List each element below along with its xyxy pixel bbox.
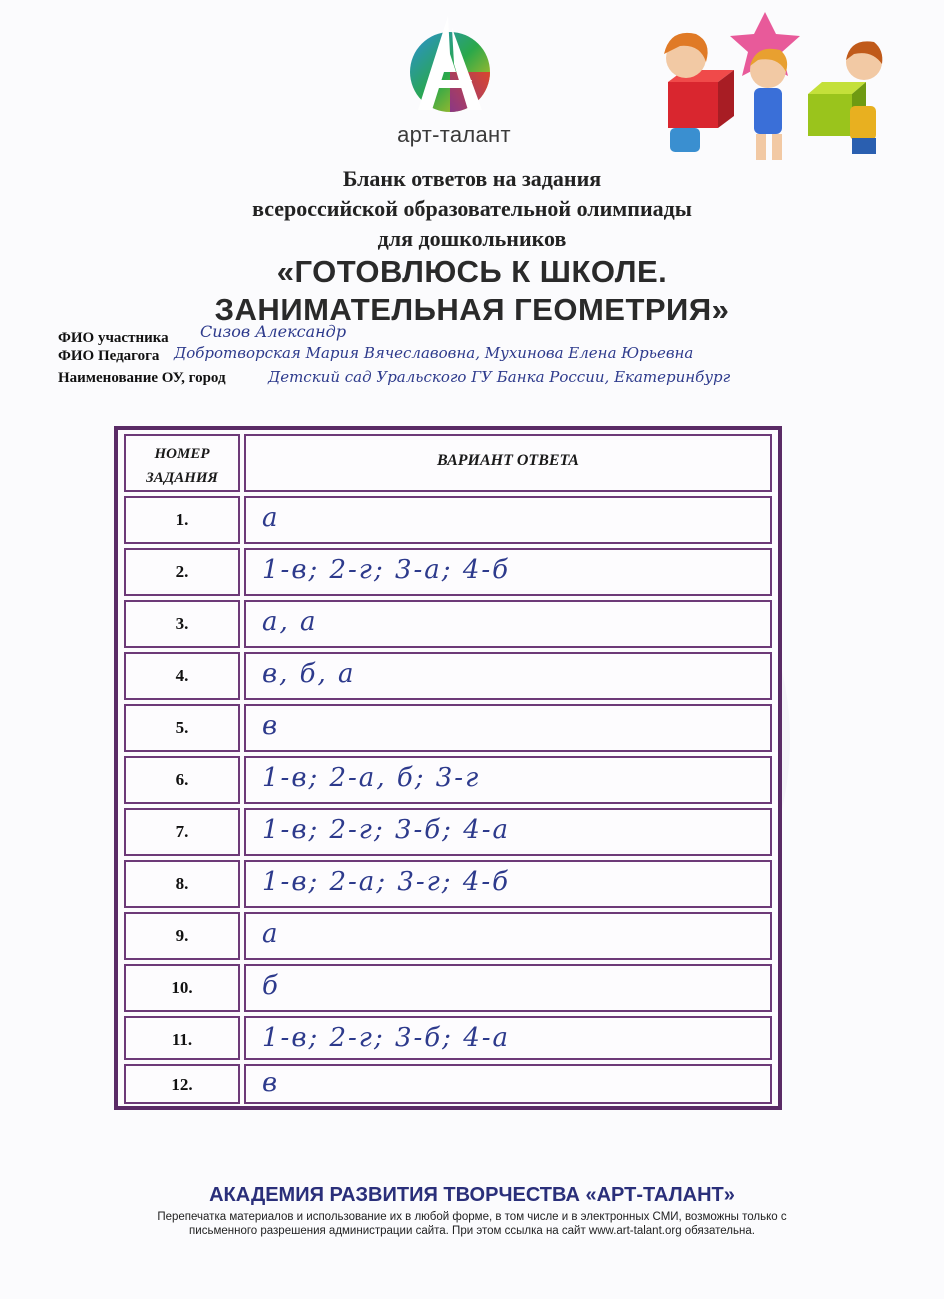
table-row xyxy=(124,808,772,856)
table-row xyxy=(124,548,772,596)
handwritten-answer: 1-в; 2-а; 3-г; 4-б xyxy=(262,867,511,897)
header-number-line2: ЗАДАНИЯ xyxy=(146,470,218,486)
handwritten-answer: а, а xyxy=(262,607,318,637)
footer-academy-title: АКАДЕМИЯ РАЗВИТИЯ ТВОРЧЕСТВА «АРТ-ТАЛАНТ» xyxy=(209,1184,735,1206)
answer-cell xyxy=(244,1016,772,1060)
olympiad-title-line1: «ГОТОВЛЮСЬ К ШКОЛЕ. xyxy=(276,254,668,289)
task-number-cell xyxy=(124,964,240,1012)
footer-copyright-note xyxy=(70,1210,874,1238)
handwritten-answer: 1-в; 2-а, б; 3-г xyxy=(262,763,481,793)
answer-table xyxy=(114,426,782,1110)
organization-value: Детский сад Уральского ГУ Банка России, Екатеринбург xyxy=(268,368,731,386)
task-number-cell xyxy=(124,600,240,648)
sheet-title-line3: для дошкольников xyxy=(377,226,567,251)
answer-cell xyxy=(244,808,772,856)
participant-label: ФИО участника xyxy=(58,330,169,346)
table-row xyxy=(124,912,772,960)
task-number: 2. xyxy=(175,562,189,581)
table-row xyxy=(124,652,772,700)
header-cell-answer xyxy=(244,434,772,492)
art-talant-logo-icon xyxy=(400,14,500,124)
task-number-cell xyxy=(124,860,240,908)
table-row xyxy=(124,1016,772,1060)
answer-cell xyxy=(244,756,772,804)
handwritten-answer: а xyxy=(262,919,280,949)
handwritten-answer: б xyxy=(262,971,280,1001)
task-number: 4. xyxy=(175,666,189,685)
task-number-cell xyxy=(124,652,240,700)
answer-cell xyxy=(244,704,772,752)
task-number-cell xyxy=(124,704,240,752)
participant-value: Сизов Александр xyxy=(200,322,347,341)
table-row xyxy=(124,964,772,1012)
answer-cell xyxy=(244,912,772,960)
handwritten-answer: в xyxy=(262,711,280,741)
table-header-row xyxy=(124,434,772,492)
task-number-cell xyxy=(124,912,240,960)
task-number: 1. xyxy=(175,510,189,529)
answer-cell xyxy=(244,652,772,700)
header-number-line1: НОМЕР xyxy=(154,446,210,462)
teacher-label: ФИО Педагога xyxy=(58,348,160,364)
table-row xyxy=(124,1064,772,1104)
table-row xyxy=(124,860,772,908)
answer-cell xyxy=(244,964,772,1012)
children-with-shapes-illustration-icon xyxy=(640,10,900,170)
table-row xyxy=(124,496,772,544)
footer-note-line1: Перепечатка материалов и использование их в любой форме, в том числе и в электронных СМИ, возможны только с xyxy=(157,1211,787,1223)
task-number-cell xyxy=(124,1064,240,1104)
task-number: 9. xyxy=(175,926,189,945)
handwritten-answer: в xyxy=(262,1068,280,1098)
sheet-title-line2: всероссийской образовательной олимпиады xyxy=(252,196,692,221)
teacher-value: Добротворская Мария Вячеславовна, Мухинова Елена Юрьевна xyxy=(174,344,694,362)
header-cell-number xyxy=(124,434,240,492)
table-row xyxy=(124,600,772,648)
task-number: 6. xyxy=(175,770,189,789)
task-number: 11. xyxy=(171,1030,193,1049)
task-number-cell xyxy=(124,496,240,544)
logo-text: арт-талант xyxy=(397,122,511,147)
olympiad-title-line2: ЗАНИМАТЕЛЬНАЯ ГЕОМЕТРИЯ» xyxy=(214,292,730,327)
task-number: 10. xyxy=(171,978,193,997)
task-number: 7. xyxy=(175,822,189,841)
header-number-text xyxy=(126,442,238,490)
answer-cell xyxy=(244,496,772,544)
task-number: 5. xyxy=(175,718,189,737)
handwritten-answer: 1-в; 2-г; 3-а; 4-б xyxy=(262,555,511,585)
task-number: 3. xyxy=(175,614,189,633)
answer-cell xyxy=(244,548,772,596)
table-row xyxy=(124,756,772,804)
handwritten-answer: 1-в; 2-г; 3-б; 4-а xyxy=(262,815,511,845)
task-number-cell xyxy=(124,756,240,804)
task-number: 12. xyxy=(171,1075,193,1094)
task-number-cell xyxy=(124,808,240,856)
organization-label: Наименование ОУ, город xyxy=(58,370,226,386)
task-number-cell xyxy=(124,548,240,596)
handwritten-answer: 1-в; 2-г; 3-б; 4-а xyxy=(262,1023,511,1053)
handwritten-answer: а xyxy=(262,503,280,533)
table-row xyxy=(124,704,772,752)
sheet-title-line1: Бланк ответов на задания xyxy=(342,166,602,191)
task-number-cell xyxy=(124,1016,240,1060)
answer-cell xyxy=(244,860,772,908)
task-number: 8. xyxy=(175,874,189,893)
answer-cell xyxy=(244,600,772,648)
handwritten-answer: в, б, а xyxy=(262,659,356,689)
answer-cell xyxy=(244,1064,772,1104)
footer-note-line2: письменного разрешения администрации сайта. При этом ссылка на сайт www.art-talant.org обязательна. xyxy=(189,1225,755,1237)
header-answer-text: ВАРИАНТ ОТВЕТА xyxy=(437,452,579,469)
